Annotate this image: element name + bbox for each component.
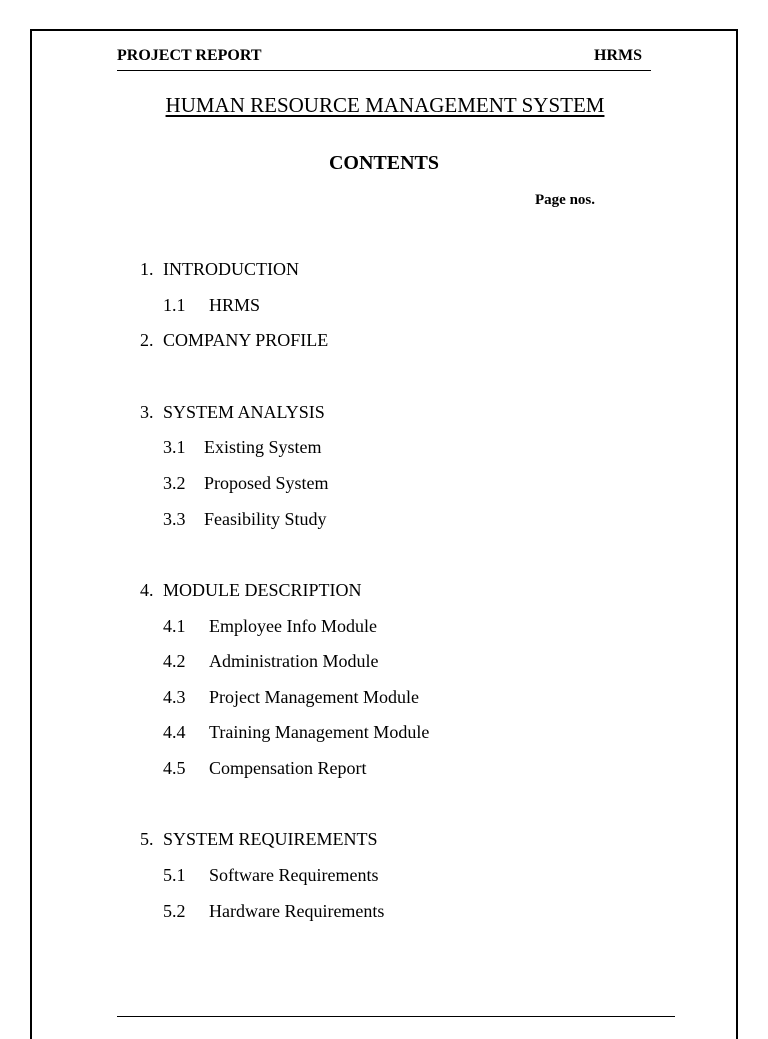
toc-label: Project Management Module bbox=[209, 687, 419, 707]
header-left-text: PROJECT REPORT bbox=[117, 47, 262, 64]
toc-number: 4.2 bbox=[163, 651, 186, 671]
toc-entry-3-3 bbox=[163, 509, 327, 530]
footer-rule bbox=[117, 1016, 675, 1017]
toc-label: Existing System bbox=[204, 437, 322, 457]
toc-label: COMPANY PROFILE bbox=[163, 330, 329, 350]
page-nos-label: Page nos. bbox=[535, 192, 595, 208]
toc-entry-3 bbox=[140, 402, 325, 423]
toc-entry-4 bbox=[140, 580, 362, 601]
toc-number: 4. bbox=[140, 580, 154, 600]
document-title-text: HUMAN RESOURCE MANAGEMENT SYSTEM bbox=[165, 93, 605, 117]
header-right-text: HRMS bbox=[594, 47, 642, 64]
toc-label: Hardware Requirements bbox=[209, 901, 385, 921]
toc-label: Feasibility Study bbox=[204, 509, 327, 529]
page-border bbox=[30, 29, 738, 1039]
toc-entry-4-1 bbox=[163, 616, 377, 637]
toc-number: 4.3 bbox=[163, 687, 186, 707]
toc-number: 3.2 bbox=[163, 473, 186, 493]
toc-label: Compensation Report bbox=[209, 758, 367, 778]
toc-number: 4.5 bbox=[163, 758, 186, 778]
toc-entry-4-5 bbox=[163, 758, 366, 779]
toc-label: SYSTEM REQUIREMENTS bbox=[163, 829, 378, 849]
toc-number: 5.2 bbox=[163, 901, 186, 921]
toc-entry-4-4 bbox=[163, 722, 429, 743]
toc-number: 5. bbox=[140, 829, 154, 849]
toc-entry-4-3 bbox=[163, 687, 419, 708]
toc-label: Proposed System bbox=[204, 473, 329, 493]
toc-number: 1.1 bbox=[163, 295, 186, 315]
toc-label: Software Requirements bbox=[209, 865, 379, 885]
contents-heading: CONTENTS bbox=[328, 152, 440, 174]
toc-number: 4.1 bbox=[163, 616, 186, 636]
toc-entry-5 bbox=[140, 829, 378, 850]
toc-entry-4-2 bbox=[163, 651, 379, 672]
toc-entry-3-2 bbox=[163, 473, 329, 494]
toc-label: INTRODUCTION bbox=[163, 259, 299, 279]
toc-label: HRMS bbox=[209, 295, 261, 315]
toc-entry-3-1 bbox=[163, 437, 322, 458]
toc-number: 5.1 bbox=[163, 865, 186, 885]
toc-entry-1 bbox=[140, 259, 299, 280]
toc-label: SYSTEM ANALYSIS bbox=[163, 402, 325, 422]
toc-label: MODULE DESCRIPTION bbox=[163, 580, 362, 600]
document-title bbox=[0, 93, 768, 118]
toc-entry-1-1 bbox=[163, 295, 260, 316]
toc-number: 3. bbox=[140, 402, 154, 422]
toc-number: 3.1 bbox=[163, 437, 186, 457]
toc-label: Training Management Module bbox=[209, 722, 430, 742]
toc-entry-5-2 bbox=[163, 901, 384, 922]
toc-number: 2. bbox=[140, 330, 154, 350]
page-header bbox=[117, 46, 651, 71]
toc-label: Employee Info Module bbox=[209, 616, 377, 636]
toc-label: Administration Module bbox=[209, 651, 379, 671]
toc-number: 4.4 bbox=[163, 722, 186, 742]
toc-number: 1. bbox=[140, 259, 154, 279]
toc-number: 3.3 bbox=[163, 509, 186, 529]
toc-entry-2 bbox=[140, 330, 328, 351]
toc-entry-5-1 bbox=[163, 865, 378, 886]
